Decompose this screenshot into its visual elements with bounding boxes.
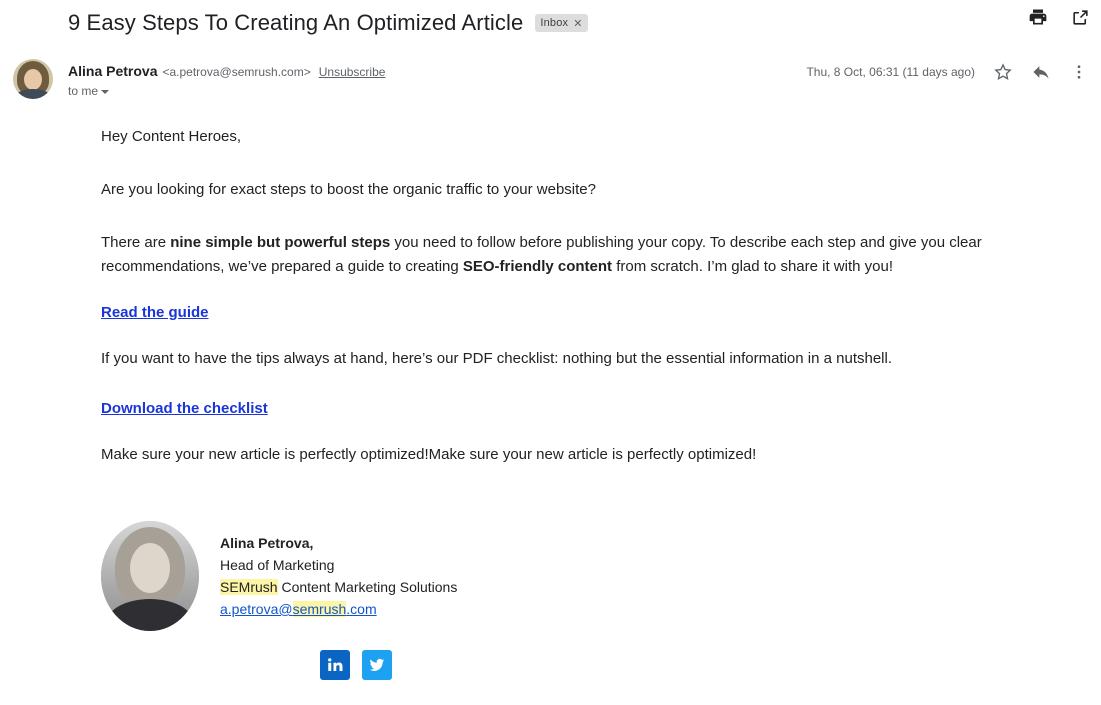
signature-role: Head of Marketing xyxy=(220,557,335,573)
print-icon[interactable] xyxy=(1027,6,1049,28)
steps-paragraph xyxy=(101,231,1046,279)
steps-bold-2: SEO-friendly content xyxy=(462,258,613,275)
header-actions xyxy=(1027,6,1091,28)
more-options-icon[interactable] xyxy=(1069,62,1089,82)
label-chip-inbox[interactable] xyxy=(535,14,587,32)
email-prefix: a.petrova@ xyxy=(220,601,293,617)
sender-line xyxy=(68,63,385,79)
signature-email-line xyxy=(220,598,457,620)
message-body xyxy=(101,125,1061,496)
steps-mid: you need to follow before publishing your copy. To describe each step and give you clear recommendations, we’ve prepared a guide to creating xyxy=(101,234,982,275)
close-icon[interactable]: ✕ xyxy=(573,17,583,30)
avatar-face xyxy=(24,69,42,90)
steps-pre: There are xyxy=(101,234,171,251)
sender-name: Alina Petrova xyxy=(68,63,158,79)
chevron-down-icon[interactable] xyxy=(101,90,109,94)
email-highlight: semrush xyxy=(292,601,347,617)
social-links xyxy=(320,650,392,680)
closing-paragraph: Make sure your new article is perfectly optimized!Make sure your new article is perfectly optimized! xyxy=(101,446,757,463)
signature-company xyxy=(220,576,457,598)
email-suffix: .com xyxy=(346,601,377,617)
read-the-guide-link[interactable]: Read the guide xyxy=(101,304,209,321)
recipient-label: to me xyxy=(68,84,99,98)
star-icon[interactable] xyxy=(993,62,1013,82)
avatar-body xyxy=(15,89,51,99)
greeting-paragraph: Hey Content Heroes, xyxy=(101,128,242,145)
sender-email: <a.petrova@semrush.com> xyxy=(162,65,311,79)
subject-header xyxy=(0,0,1101,46)
company-highlight: SEMrush xyxy=(220,579,278,595)
intro-paragraph: Are you looking for exact steps to boost the organic traffic to your website? xyxy=(101,181,596,198)
twitter-icon[interactable] xyxy=(362,650,392,680)
page-title: 9 Easy Steps To Creating An Optimized Article xyxy=(68,10,524,35)
portrait-face xyxy=(130,543,170,593)
avatar xyxy=(13,59,53,99)
linkedin-icon[interactable] xyxy=(320,650,350,680)
recipient-expander[interactable] xyxy=(68,84,385,98)
message-meta-actions xyxy=(806,62,1089,82)
guide-link-paragraph xyxy=(101,304,1061,322)
company-rest: Content Marketing Solutions xyxy=(277,579,458,595)
reply-icon[interactable] xyxy=(1031,62,1051,82)
signature-name: Alina Petrova, xyxy=(220,535,314,551)
signature-portrait xyxy=(101,521,199,631)
message-timestamp: Thu, 8 Oct, 06:31 (11 days ago) xyxy=(806,65,975,79)
open-in-new-window-icon[interactable] xyxy=(1069,6,1091,28)
steps-post: from scratch. I’m glad to share it with you! xyxy=(612,258,893,275)
sender-info xyxy=(68,63,385,98)
download-the-checklist-link[interactable]: Download the checklist xyxy=(101,400,268,417)
unsubscribe-link[interactable]: Unsubscribe xyxy=(318,65,386,79)
signature-text xyxy=(220,532,457,620)
sender-header xyxy=(0,52,1101,102)
steps-bold-1: nine simple but powerful steps xyxy=(170,234,391,251)
label-chip-text: Inbox xyxy=(540,17,569,29)
checklist-link-paragraph xyxy=(101,400,1061,418)
checklist-paragraph: If you want to have the tips always at hand, here’s our PDF checklist: nothing but the essential information in a nutshell. xyxy=(101,350,893,367)
signature-email-link[interactable] xyxy=(220,601,377,617)
